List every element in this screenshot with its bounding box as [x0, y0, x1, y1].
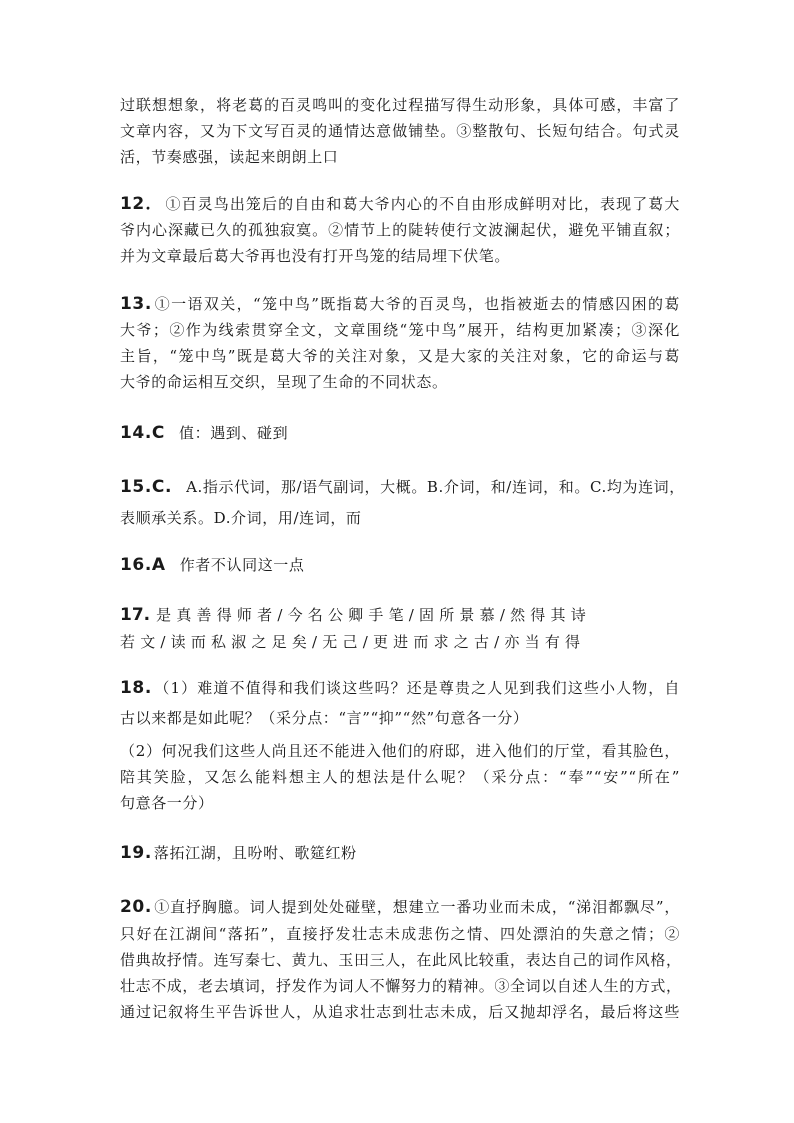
question-number: 16.A — [120, 555, 166, 575]
question-number: 19. — [120, 843, 152, 863]
question-number: 12． — [120, 194, 164, 214]
text-line: 陪其笑脸，又怎么能料想主人的想法是什么呢？（采分点：“奉”“安”“所在” — [120, 768, 680, 786]
answer-15-line: 15.C. A.指示代词，那/语气副词，大概。B.介词，和/连词，和。C.均为连词， — [120, 477, 685, 497]
question-number: 18. — [120, 678, 152, 698]
question-number: 14.C — [120, 423, 165, 443]
answer-20-line: 20. ①直抒胸臆。词人提到处处碰壁，想建立一番功业而未成，“涕泪都飘尽”， — [120, 897, 680, 917]
text-line: 壮志不成，老去填词，抒发作为词人不懈努力的精神。③全词以自述人生的方式， — [120, 977, 682, 995]
text-line: 表顺承关系。D.介词，用/连词，而 — [120, 509, 362, 527]
text-line: 文章内容，又为下文写百灵的通情达意做铺垫。③整散句、长短句结合。句式灵 — [120, 122, 680, 140]
text-line: 古以来都是如此呢？（采分点：“言”“抑”“然”句意各一分） — [120, 709, 529, 727]
answer-12-line: 12． ①百灵鸟出笼后的自由和葛大爷内心的不自由形成鲜明对比，表现了葛大 — [120, 194, 680, 214]
text-line: 通过记叙将生平告诉世人，从追求壮志到壮志未成，后又抛却浮名，最后将这些 — [120, 1003, 680, 1021]
text-line: 活，节奏感强，读起来朗朗上口 — [120, 148, 339, 166]
answer-19-line: 19. 落拓江湖，且吩咐、歌筵红粉 — [120, 843, 357, 863]
answer-16-line: 16.A 作者不认同这一点 — [120, 555, 305, 575]
text-line: 句意各一分） — [120, 794, 214, 812]
text-line: 借典故抒情。连写秦七、黄九、玉田三人，在此风比较重，表达自己的词作风格， — [120, 951, 682, 969]
text-line: 主旨，“笼中鸟”既是葛大爷的关注对象，又是大家的关注对象，它的命运与葛 — [120, 347, 680, 365]
answer-14-line: 14.C 值：遇到、碰到 — [120, 423, 289, 443]
text-line: 并为文章最后葛大爷再也没有打开鸟笼的结局埋下伏笔。 — [120, 247, 511, 265]
text-line: 只好在江湖间“落拓”，直接抒发壮志未成悲伤之情、四处漂泊的失意之情；② — [120, 925, 680, 943]
question-number: 15.C. — [120, 477, 173, 497]
text-line: 大爷；②作为线索贯穿全文，文章围绕“笼中鸟”展开，结构更加紧凑；③深化 — [120, 321, 680, 339]
text-line: 过联想想象，将老葛的百灵鸣叫的变化过程描写得生动形象，具体可感，丰富了 — [120, 96, 680, 114]
question-number: 13. — [120, 294, 152, 314]
text-line: 若文/读而私淑之足矣/无己/更进而求之古/亦当有得 — [120, 633, 586, 651]
text-line: 大爷的命运相互交织，呈现了生命的不同状态。 — [120, 373, 448, 391]
text-line: （2）何况我们这些人尚且还不能进入他们的府邸，进入他们的厅堂，看其脸色， — [120, 742, 680, 760]
answer-17-line: 17. 是真善得师者/今名公卿手笔/固所景慕/然得其诗 — [120, 605, 591, 625]
answer-18-line: 18. （1）难道不值得和我们谈这些吗？还是尊贵之人见到我们这些小人物，自 — [120, 678, 680, 698]
question-number: 20. — [120, 897, 152, 917]
answer-13-line: 13. ①一语双关，“笼中鸟”既指葛大爷的百灵鸟，也指被逝去的情感囚困的葛 — [120, 294, 680, 314]
question-number: 17. — [120, 605, 151, 625]
text-line: 爷内心深藏已久的孤独寂寞。②情节上的陡转使行文波澜起伏，避免平铺直叙； — [120, 221, 680, 239]
